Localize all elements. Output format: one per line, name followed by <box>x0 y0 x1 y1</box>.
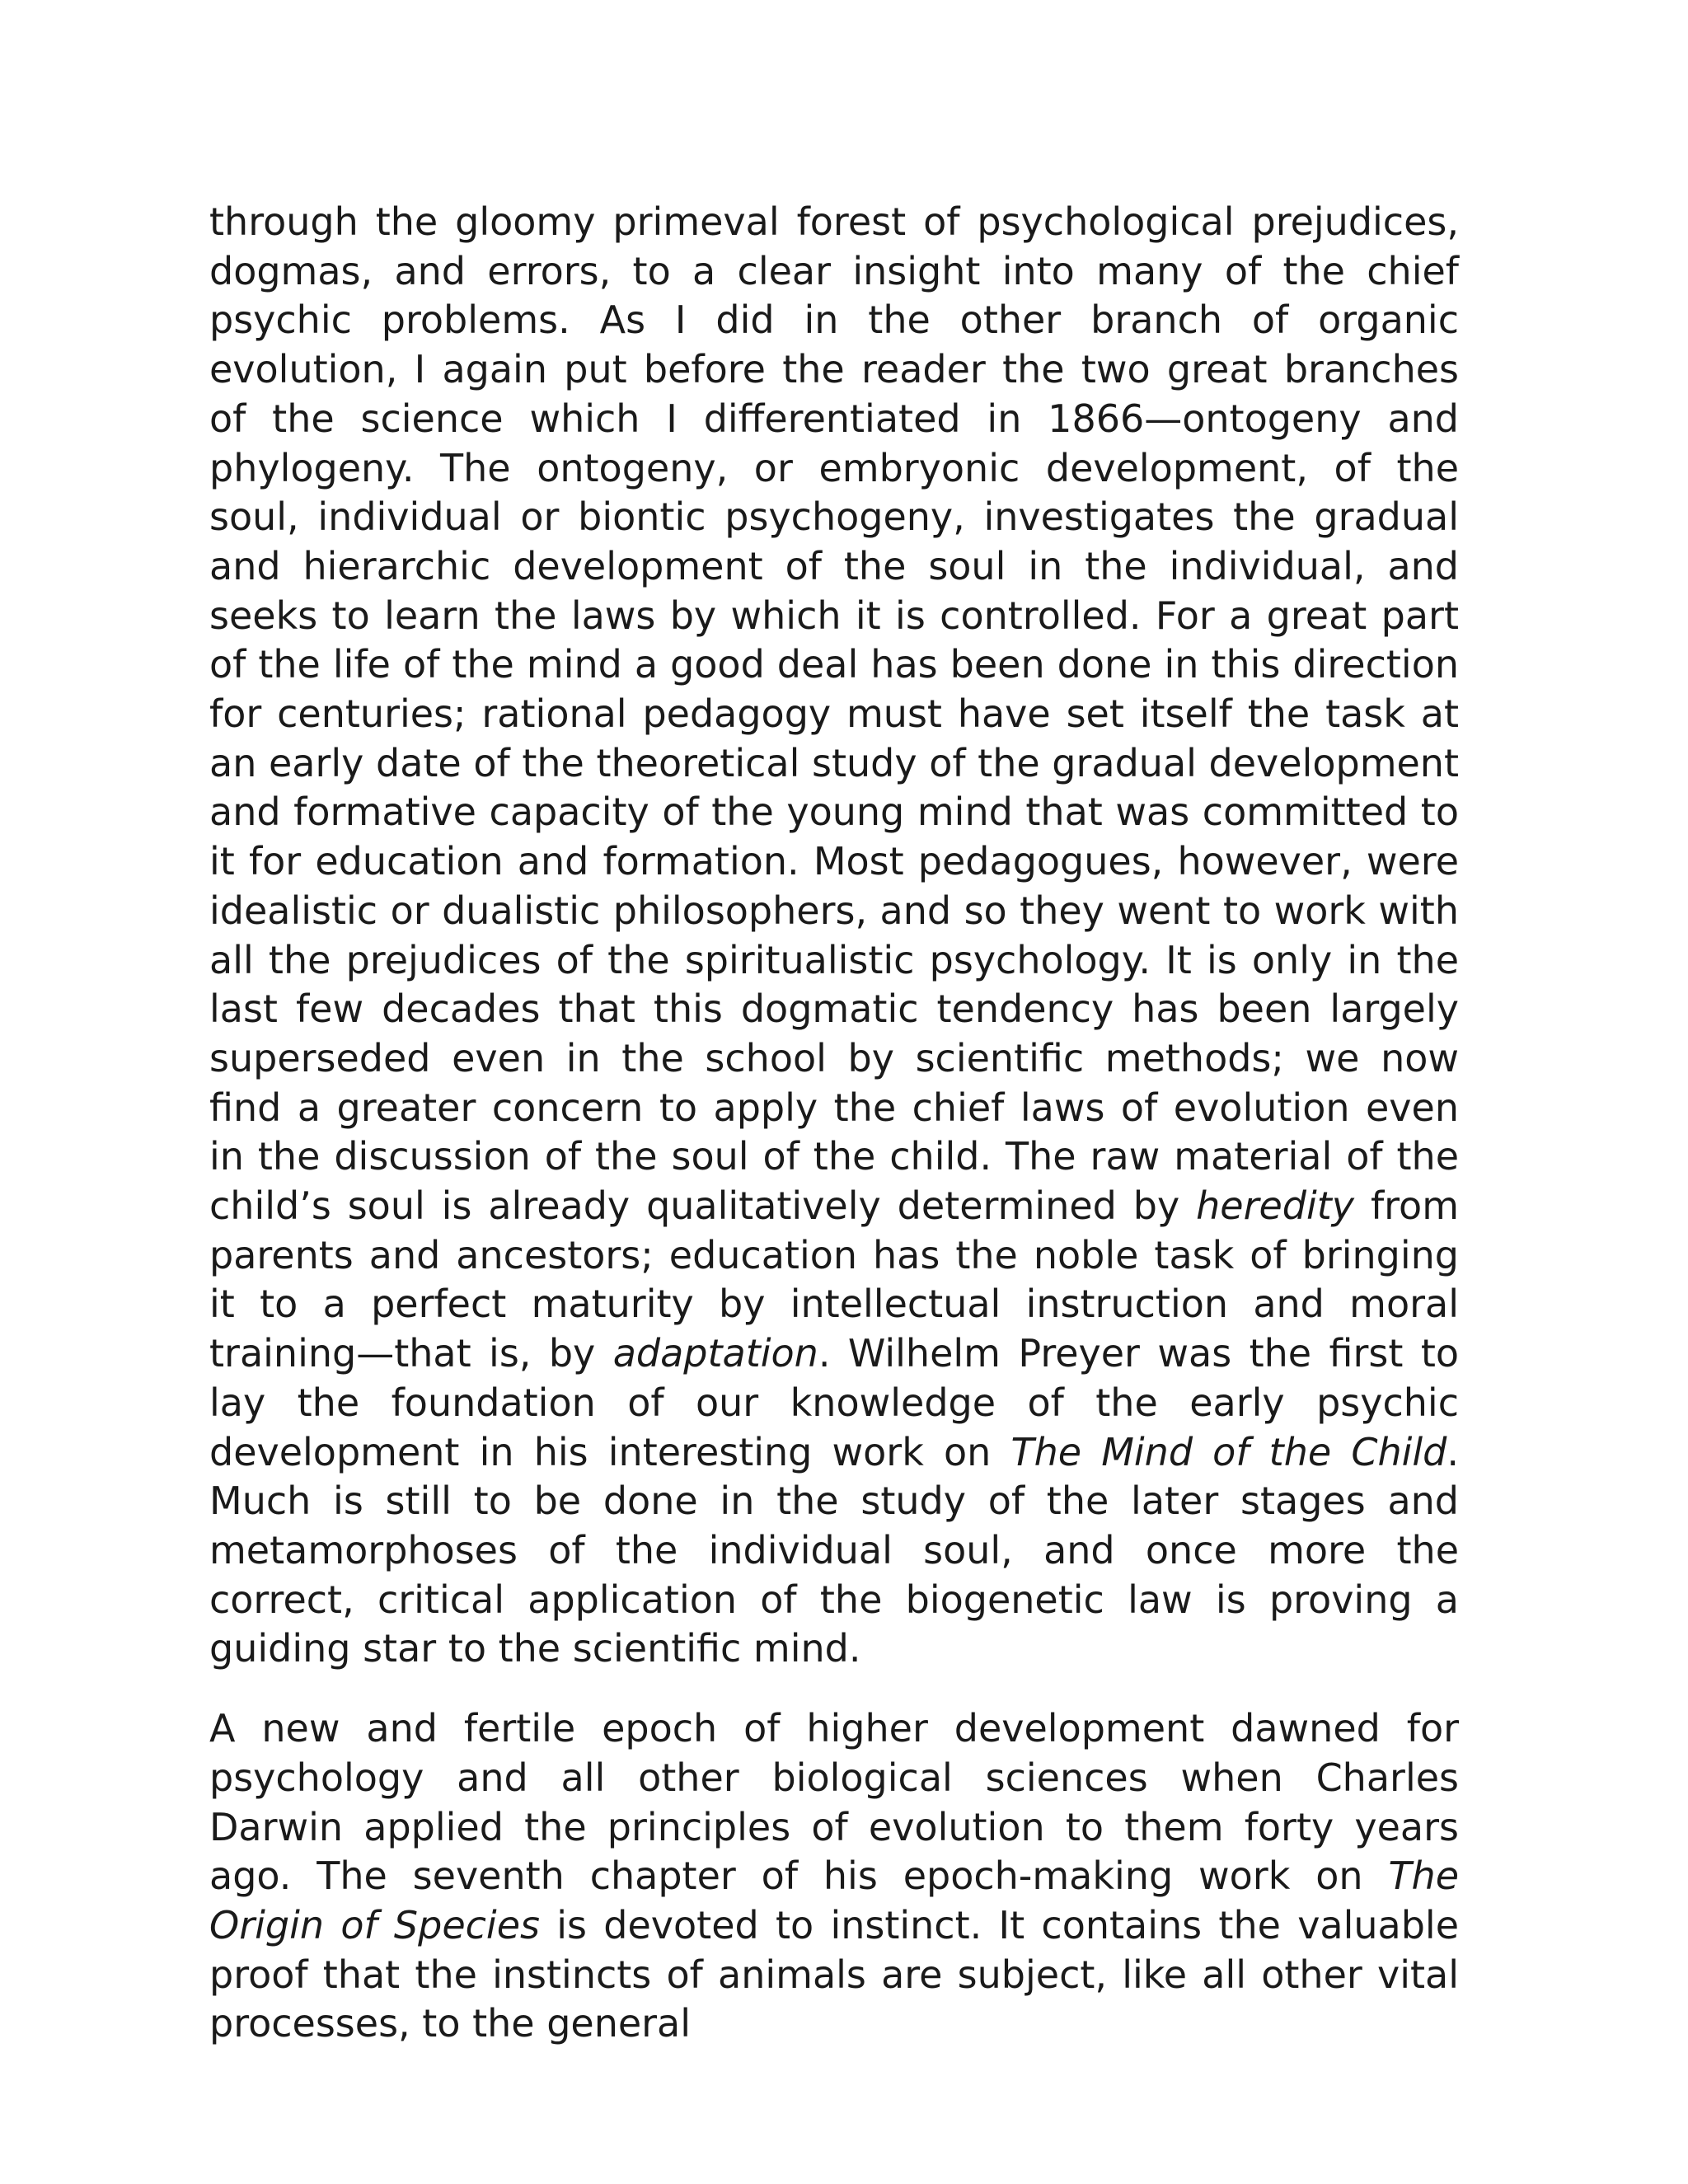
book-title-mind-of-child: The Mind of the Child <box>1010 1429 1447 1474</box>
paragraph-1 <box>209 198 1459 1674</box>
emphasis-heredity: heredity <box>1196 1183 1355 1229</box>
text-segment: from parents and ancestors; education has the noble task of bringing it to a perfect maturity by intellectual instruction and moral training—that is, by <box>209 1183 1460 1376</box>
book-title-origin-of-species: The Origin of Species <box>209 1854 1459 1947</box>
paragraph-2 <box>209 1704 1459 2049</box>
text-segment: is devoted to instinct. It contains the valuable proof that the instincts of animals are subject, like all other vital processes, to the general <box>209 1902 1460 2046</box>
emphasis-adaptation: adaptation <box>612 1331 818 1376</box>
text-segment: A new and fertile epoch of higher development dawned for psychology and all other biological sciences when Charles Darwin applied the principles of evolution to them forty years ago. The seventh chapter of his epoch-making work on <box>209 1706 1459 1899</box>
body-text <box>209 198 1459 2049</box>
text-segment: through the gloomy primeval forest of psychological prejudices, dogmas, and errors, to a clear insight into many of the chief psychic problems. As I did in the other branch of organic evolution, I again put before the reader the two great branches of the science which I differentiated in 1866—ontogeny and phylogeny. The ontogeny, or embryonic development, of the soul, individual or biontic psychogeny, investigates the gradual and hierarchic development of the soul in the individual, and seeks to learn the laws by which it is controlled. For a great part of the life of the mind a good deal has been done in this direction for centuries; rational pedagogy must have set itself the task at an early date of the theoretical study of the gradual development and formative capacity of the young mind that was committed to it for education and formation. Most pedagogues, however, were idealistic or dualistic philosophers, and so they went to work with all the prejudices of the spiritualistic psychology. It is only in the last few decades that this dogmatic tendency has been largely superseded even in the school by scientific methods; we now find a greater concern to apply the chief laws of evolution even in the discussion of the soul of the child. The raw material of the child’s soul is already qualitatively determined by <box>209 199 1459 1229</box>
text-segment: . Much is still to be done in the study of the later stages and metamorphoses of the individual soul, and once more the correct, critical application of the biogenetic law is proving a guiding star to the scientific mind. <box>209 1429 1459 1671</box>
text-segment: . Wilhelm Preyer was the first to lay the foundation of our knowledge of the early psychic development in his interesting work on <box>209 1331 1459 1474</box>
